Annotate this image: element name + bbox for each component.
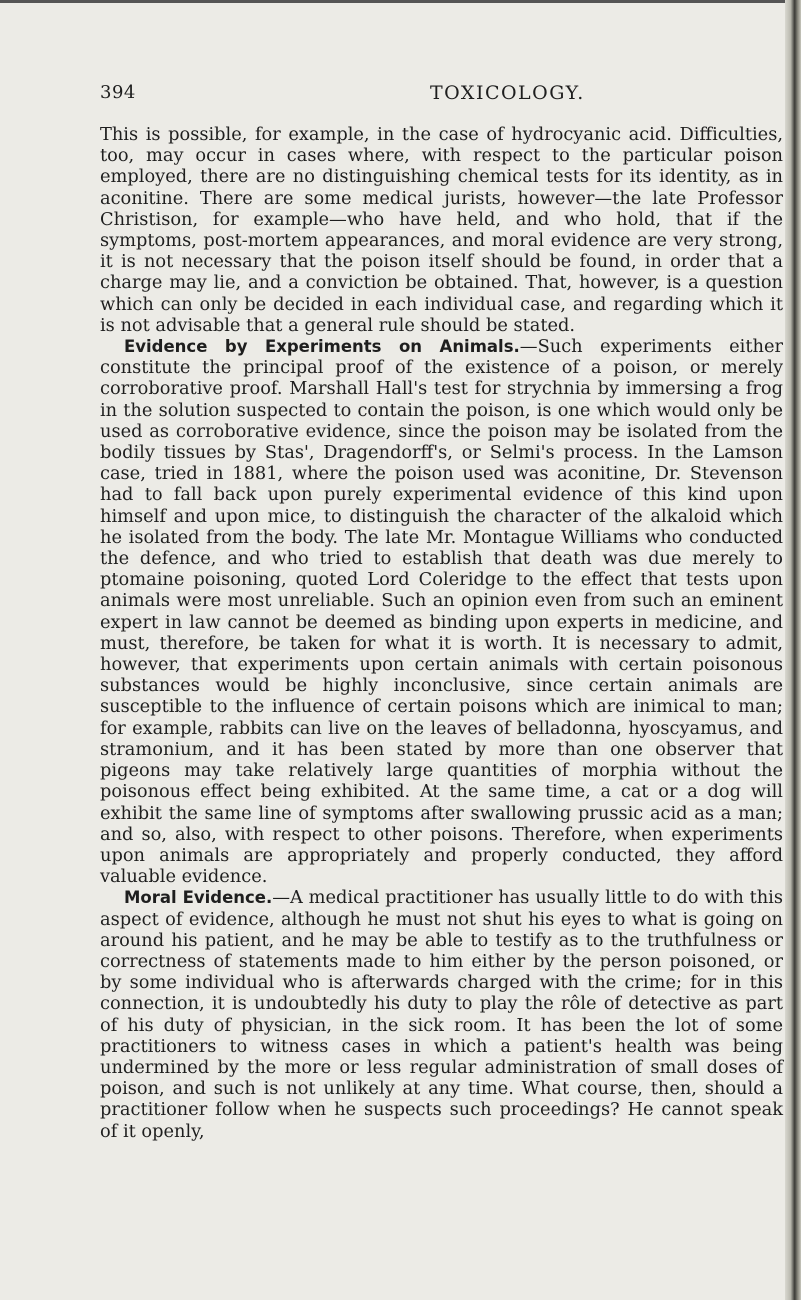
body-text — [100, 124, 783, 1142]
paragraph-1-text: This is possible, for example, in the case of hydrocyanic acid. Difficulties, too, may occur in cases where, with respect to the particular poison employed, there are no distinguishing chemical tests for its identity, as in aconitine. There are some medical jurists, however—the late Professor Christison, for example—who have held, and who hold, that if the symptoms, post-mortem appearances, and moral evidence are very strong, it is not necessary that the poison itself should be found, in order that a charge may lie, and a conviction be obtained. That, however, is a question which can only be decided in each individual case, and regarding which it is not advisable that a general rule should be stated. — [100, 124, 783, 336]
running-head: TOXICOLOGY. — [430, 82, 585, 104]
page-edge — [785, 0, 801, 1300]
top-rule — [0, 0, 801, 3]
paragraph-2 — [100, 336, 783, 887]
page-number: 394 — [100, 82, 136, 103]
paragraph-2-text: —Such experiments either constitute the principal proof of the existence of a poison, or merely corroborative proof. Marshall Hall's test for strychnia by immersing a frog in the solution suspected to contain the poison, is one which would only be used as corroborative evidence, since the poison may be isolated from the bodily tissues by Stas', Dragendorff's, or Selmi's process. In the Lamson case, tried in 1881, where the poison used was aconitine, Dr. Stevenson had to fall back upon purely experimental evidence of this kind upon himself and upon mice, to distinguish the character of the alkaloid which he isolated from the body. The late Mr. Montague Williams who conducted the defence, and who tried to establish that death was due merely to ptomaine poisoning, quoted Lord Coleridge to the effect that tests upon animals were most unreliable. Such an opinion even from such an eminent expert in law cannot be deemed as binding upon experts in medicine, and must, therefore, be taken for what it is worth. It is necessary to admit, however, that experiments upon certain animals with certain poisonous substances would be highly inconclusive, since certain animals are susceptible to the influence of certain poisons which are inimical to man; for example, rabbits can live on the leaves of belladonna, hyoscyamus, and stramonium, and it has been stated by more than one observer that pigeons may take relatively large quantities of morphia without the poisonous effect being exhibited. At the same time, a cat or a dog will exhibit the same line of symptoms after swallowing prussic acid as a man; and so, also, with respect to other poisons. Therefore, when experiments upon animals are appropriately and properly conducted, they afford valuable evidence. — [100, 336, 783, 888]
paragraph-3 — [100, 887, 783, 1141]
paragraph-1 — [100, 124, 783, 336]
page-header — [100, 82, 780, 112]
section-heading-moral-evidence: Moral Evidence. — [124, 888, 273, 908]
section-heading-experiments: Evidence by Experiments on Animals. — [124, 337, 520, 357]
paragraph-3-text: —A medical practitioner has usually little to do with this aspect of evidence, although he must not shut his eyes to what is going on around his patient, and he may be able to testify as to the truthfulness or correctness of statements made to him either by the person poisoned, or by some individual who is afterwards charged with the crime; for in this connection, it is undoubtedly his duty to play the rôle of detective as part of his duty of physician, in the sick room. It has been the lot of some practitioners to witness cases in which a patient's health was being undermined by the more or less regular administration of small doses of poison, and such is not unlikely at any time. What course, then, should a practitioner follow when he suspects such proceedings? He cannot speak of it openly, — [100, 887, 783, 1142]
